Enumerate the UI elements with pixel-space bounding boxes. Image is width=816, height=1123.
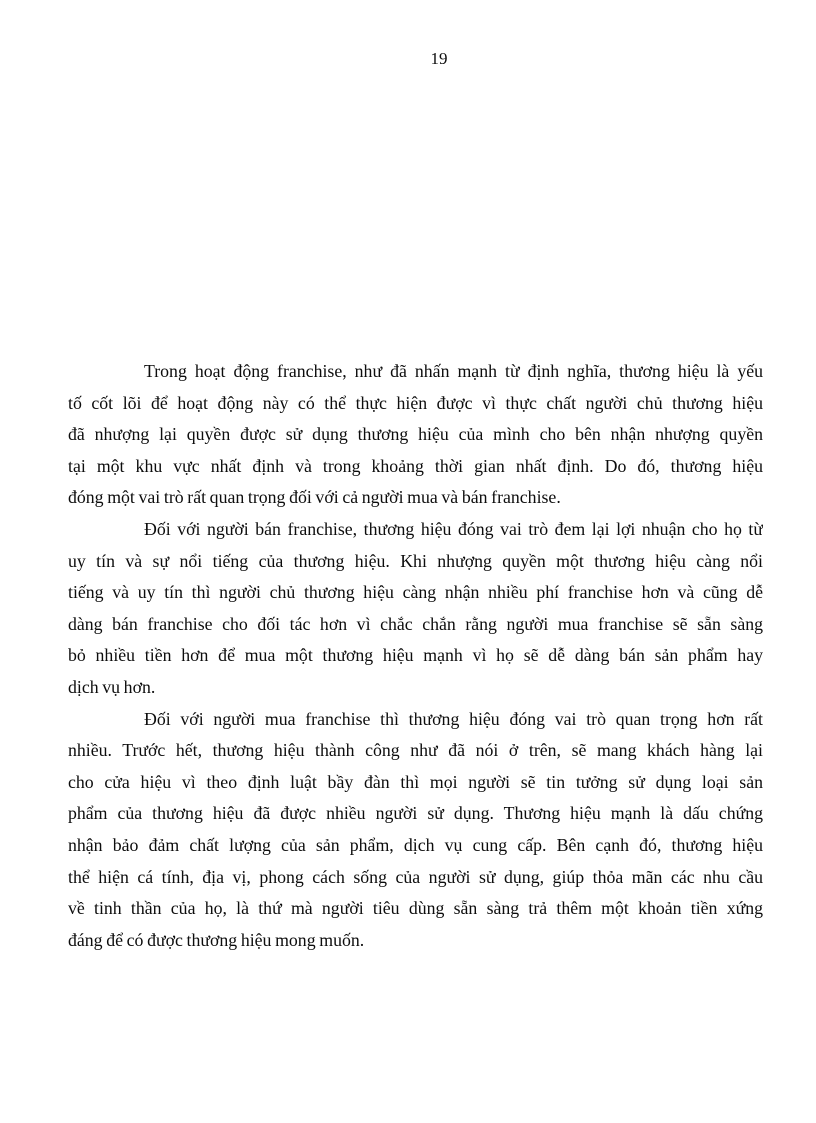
text-line: bỏ nhiều tiền hơn để mua một thương hiệu mạnh vì họ sẽ dễ dàng bán sản phẩm hay <box>68 645 763 666</box>
text-line: đóng một vai trò rất quan trọng đối với cả người mua và bán franchise. <box>68 487 561 508</box>
text-line: dịch vụ hơn. <box>68 676 156 697</box>
text-line: cho cửa hiệu vì theo định luật bầy đàn thì mọi người sẽ tin tưởng sử dụng loại sản <box>68 771 763 792</box>
paragraph <box>68 356 763 514</box>
text-line: dàng bán franchise cho đối tác hơn vì chắc chắn rằng người mua franchise sẽ sẵn sàng <box>68 613 763 634</box>
text-line: phẩm của thương hiệu đã được nhiều người sử dụng. Thương hiệu mạnh là dấu chứng <box>68 803 763 824</box>
page-number: 19 <box>430 49 448 68</box>
paragraph <box>68 514 763 704</box>
text-line: Đối với người bán franchise, thương hiệu đóng vai trò đem lại lợi nhuận cho họ từ <box>144 518 763 539</box>
document-body <box>68 356 763 956</box>
text-line: tại một khu vực nhất định và trong khoảng thời gian nhất định. Do đó, thương hiệu <box>68 455 763 476</box>
text-line: tố cốt lõi để hoạt động này có thể thực hiện được vì thực chất người chủ thương hiệu <box>68 392 763 413</box>
text-line: uy tín và sự nổi tiếng của thương hiệu. Khi nhượng quyền một thương hiệu càng nổi <box>68 550 763 571</box>
text-line: tiếng và uy tín thì người chủ thương hiệu càng nhận nhiều phí franchise hơn và cũng dễ <box>68 582 763 603</box>
paragraph <box>68 704 763 957</box>
text-line: Đối với người mua franchise thì thương hiệu đóng vai trò quan trọng hơn rất <box>144 708 763 729</box>
text-line: nhận bảo đảm chất lượng của sản phẩm, dịch vụ cung cấp. Bên cạnh đó, thương hiệu <box>68 834 763 855</box>
text-line: Trong hoạt động franchise, như đã nhấn mạnh từ định nghĩa, thương hiệu là yếu <box>144 361 763 381</box>
text-line: nhiều. Trước hết, thương hiệu thành công như đã nói ở trên, sẽ mang khách hàng lại <box>68 740 763 761</box>
text-line: đã nhượng lại quyền được sử dụng thương hiệu của mình cho bên nhận nhượng quyền <box>68 424 763 445</box>
text-line: đáng để có được thương hiệu mong muốn. <box>68 929 365 950</box>
text-line: về tinh thần của họ, là thứ mà người tiêu dùng sẵn sàng trả thêm một khoản tiền xứng <box>68 898 763 919</box>
text-line: thể hiện cá tính, địa vị, phong cách sống của người sử dụng, giúp thỏa mãn các nhu cầu <box>68 866 763 887</box>
